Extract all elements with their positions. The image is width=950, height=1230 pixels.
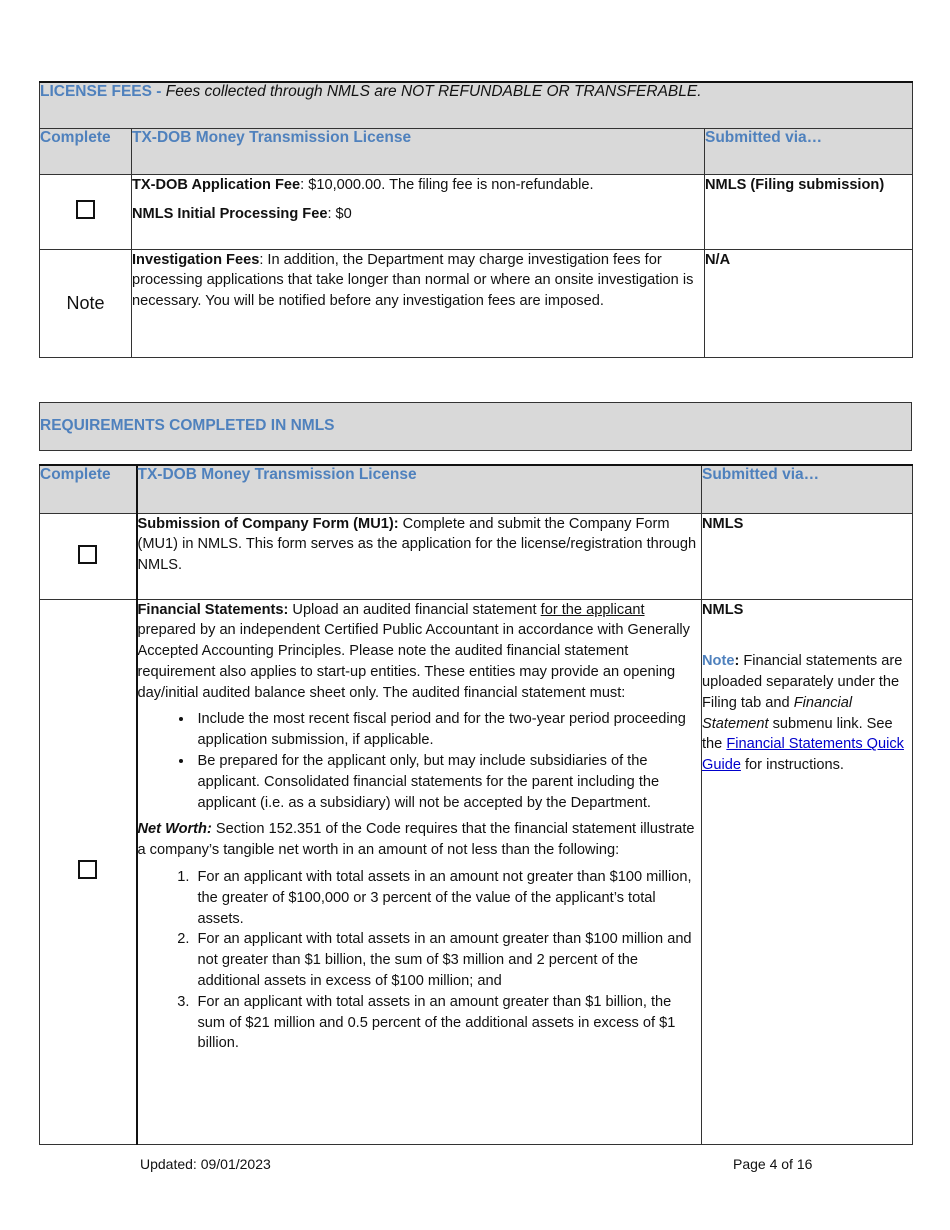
company-form-text: Complete and submit the Company Form (MU1) in NMLS. This form serves as the application for the license/registration through NMLS.	[137, 515, 697, 574]
fs-submitted-value: NMLS	[702, 601, 744, 618]
company-form-label: Submission of Company Form (MU1):	[137, 515, 399, 532]
investigation-submitted-cell	[705, 249, 913, 357]
col-complete-header: Complete	[40, 128, 132, 174]
financial-statements-checkbox[interactable]	[78, 860, 97, 879]
fs-note-colon: :	[734, 653, 740, 670]
company-form-checkbox-cell	[40, 513, 137, 599]
requirements-title: REQUIREMENTS COMPLETED IN NMLS	[40, 403, 912, 451]
proc-fee-text: : $0	[327, 206, 352, 223]
application-fee-cell	[132, 174, 705, 249]
fs-note-text-2: submenu link. See the	[702, 715, 893, 753]
investigation-submitted-value: N/A	[705, 251, 731, 268]
req-col-complete-header: Complete	[40, 465, 137, 513]
financial-statements-submitted-cell	[702, 599, 913, 1144]
net-worth-text: Section 152.351 of the Code requires that the financial statement illustrate a company’s tangible net worth in an amount of not less than the following:	[137, 821, 695, 859]
company-form-submitted-cell	[702, 513, 913, 599]
license-fees-table	[39, 81, 913, 358]
financial-statements-checkbox-cell	[40, 599, 137, 1144]
fee-submitted-value: NMLS (Filing submission)	[705, 176, 885, 193]
license-fees-title: LICENSE FEES -	[40, 83, 162, 100]
company-form-cell	[137, 513, 702, 599]
list-item: • Include the most recent fiscal period and for the two-year period proceeding application submission, if applicable.	[194, 709, 702, 751]
investigation-fees-text: : In addition, the Department may charge investigation fees for processing applications that take longer than normal or where an onsite investigation is necessary. You will be notified before any investigation fees are imposed.	[132, 251, 694, 310]
net-worth-label: Net Worth:	[137, 821, 212, 838]
list-item: • Be prepared for the applicant only, but may include subsidiaries of the applicant. Consolidated financial statements for the parent including the applicant (i.e. as a subsidiary) will not be accepted by the Department.	[194, 751, 702, 813]
req-col-license-header: TX-DOB Money Transmission License	[137, 465, 702, 513]
fs-note-italic: Financial Statement	[702, 694, 853, 732]
fs-underline: for the applicant	[540, 601, 645, 618]
app-fee-label: TX-DOB Application Fee	[132, 176, 301, 193]
proc-fee-label: NMLS Initial Processing Fee	[132, 206, 328, 223]
col-license-header: TX-DOB Money Transmission License	[132, 128, 705, 174]
investigation-fees-cell	[132, 249, 705, 357]
req-col-submitted-header: Submitted via…	[702, 465, 913, 513]
fs-requirements-list	[138, 709, 702, 813]
financial-statements-label: Financial Statements:	[137, 601, 289, 618]
investigation-note-label: Note	[40, 249, 132, 357]
fs-note-text-1: Financial statements are uploaded separately under the Filing tab and	[702, 653, 903, 711]
requirements-table	[39, 464, 913, 1145]
col-submitted-header: Submitted via…	[705, 128, 913, 174]
company-form-submitted-value: NMLS	[702, 515, 744, 532]
financial-statements-guide-link[interactable]: Financial Statements Quick Guide	[702, 736, 904, 774]
fee-checkbox-cell	[40, 174, 132, 249]
net-worth-list	[138, 867, 702, 1054]
investigation-fees-label: Investigation Fees	[132, 251, 260, 268]
fee-submitted-cell	[705, 174, 913, 249]
requirements-title-table	[39, 402, 912, 451]
fs-text-1: Upload an audited financial statement	[288, 601, 541, 618]
fs-note-label: Note	[702, 653, 735, 670]
app-fee-text: : $10,000.00. The filing fee is non-refundable.	[300, 176, 594, 193]
license-fees-title-cell	[40, 82, 913, 128]
list-item: 3. For an applicant with total assets in an amount greater than $1 billion, the sum of $21 million and 0.5 percent of the additional assets in excess of $1 billion.	[194, 992, 702, 1054]
company-form-checkbox[interactable]	[78, 545, 97, 564]
list-item: 1. For an applicant with total assets in an amount not greater than $100 million, the greater of $100,000 or 3 percent of the value of the applicant’s total assets.	[194, 867, 702, 929]
license-fees-note: Fees collected through NMLS are NOT REFUNDABLE OR TRANSFERABLE.	[161, 83, 702, 100]
footer-page-number: Page 4 of 16	[733, 1156, 813, 1172]
fs-text-2: prepared by an independent Certified Public Accountant in accordance with Generally Accepted Accounting Principles. Please note the audited financial statement requirement also applies to start-up entities. These entities may provide an opening day/initial audited balance sheet only. The audited financial statement must:	[137, 622, 690, 701]
list-item: 2. For an applicant with total assets in an amount greater than $100 million and not greater than $1 billion, the sum of $3 million and 2 percent of the additional assets in excess of $100 million; and	[194, 929, 702, 991]
application-fee-checkbox[interactable]	[76, 200, 95, 219]
financial-statements-cell	[137, 599, 702, 1144]
footer-updated: Updated: 09/01/2023	[140, 1156, 271, 1172]
fs-note-text-3: for instructions.	[740, 757, 844, 774]
